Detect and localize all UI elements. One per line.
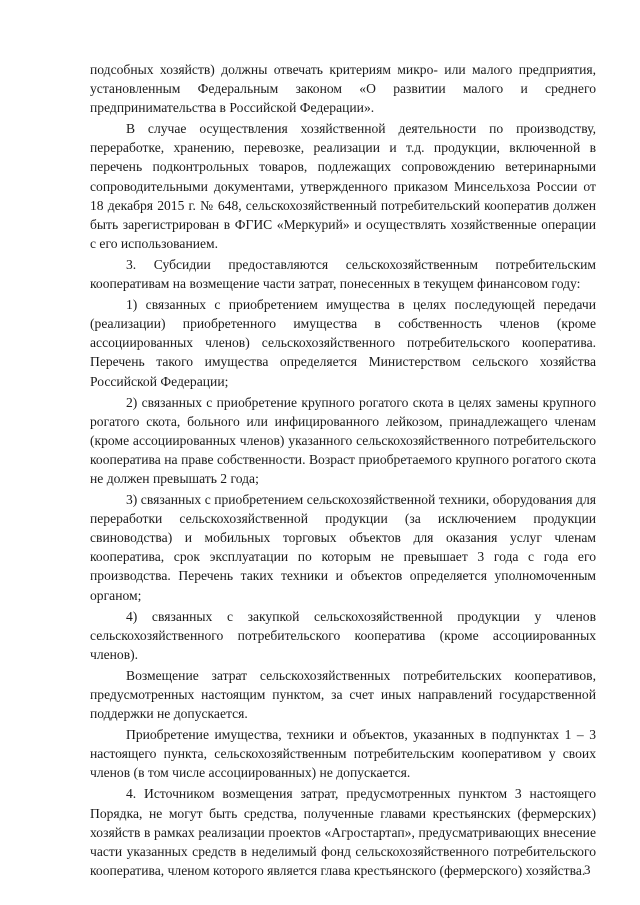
- paragraph-item-2: 2) связанных с приобретение крупного рогатого скота в целях замены крупного рогатого скота, больного или инфицированного лейкозом, принадлежащего членам (кроме ассоциированных членов) указанного сельскохозяйственного потребительского кооператива на праве собственности. Возраст приобретаемого крупного рогатого скота не должен превышать 2 года;: [90, 394, 596, 486]
- paragraph-item-4: 4) связанных с закупкой сельскохозяйственной продукции у членов сельскохозяйственного потребительского кооператива (кроме ассоциированных членов).: [90, 608, 596, 662]
- paragraph-clause-3: 3. Субсидии предоставляются сельскохозяйственным потребительским кооперативам на возмещение части затрат, понесенных в текущем финансовом году:: [90, 256, 596, 292]
- body-text: [90, 60, 596, 882]
- page-number: 3: [584, 862, 591, 877]
- paragraph-continuation: подсобных хозяйств) должны отвечать критериям микро- или малого предприятия, установленным Федеральным законом «О развитии малого и среднего предпринимательства в Российской Федерации».: [90, 62, 596, 116]
- paragraph-reimbursement: Возмещение затрат сельскохозяйственных потребительских кооперативов, предусмотренных настоящим пунктом, за счет иных направлений государственной поддержки не допускается.: [90, 667, 596, 722]
- paragraph-mercury: В случае осуществления хозяйственной деятельности по производству, переработке, хранению, перевозке, реализации и т.д. продукции, включенной в перечень подконтрольных товаров, подлежащих сопровождению ветеринарными сопроводительными документами, утвержденного приказом Минсельхоза России от 18 декабря 2015 г. № 648, сельскохозяйственный потребительский кооператив должен быть зарегистрирован в ФГИС «Меркурий» и осуществлять хозяйственные операции с его использованием.: [90, 121, 596, 251]
- paragraph-item-1: 1) связанных с приобретением имущества в целях последующей передачи (реализации) приобретенного имущества в собственность членов (кроме ассоциированных членов) сельскохозяйственного потребительского кооператива. Перечень такого имущества определяется Министерством сельского хозяйства Российской Федерации;: [90, 297, 596, 389]
- paragraph-item-3: 3) связанных с приобретением сельскохозяйственной техники, оборудования для переработки сельскохозяйственной продукции (за исключением продукции свиноводства) и мобильных торговых объектов для оказания услуг членам кооператива, срок эксплуатации по которым не превышает 3 года с года его производства. Перечень таких техники и объектов определяется уполномоченным органом;: [90, 492, 596, 603]
- paragraph-clause-4: 4. Источником возмещения затрат, предусмотренных пунктом 3 настоящего Порядка, не могут быть средства, полученные главами крестьянских (фермерских) хозяйств в рамках реализации проектов «Агростартап», предусматривающих внесение части указанных средств в неделимый фонд сельскохозяйственного потребительского кооператива, членом которого является глава крестьянского (фермерского) хозяйства.: [90, 786, 596, 878]
- paragraph-acquisition: Приобретение имущества, техники и объектов, указанных в подпунктах 1 – 3 настоящего пункта, сельскохозяйственным потребительским кооперативом у своих членов (в том числе ассоциированных) не допускается.: [90, 727, 596, 781]
